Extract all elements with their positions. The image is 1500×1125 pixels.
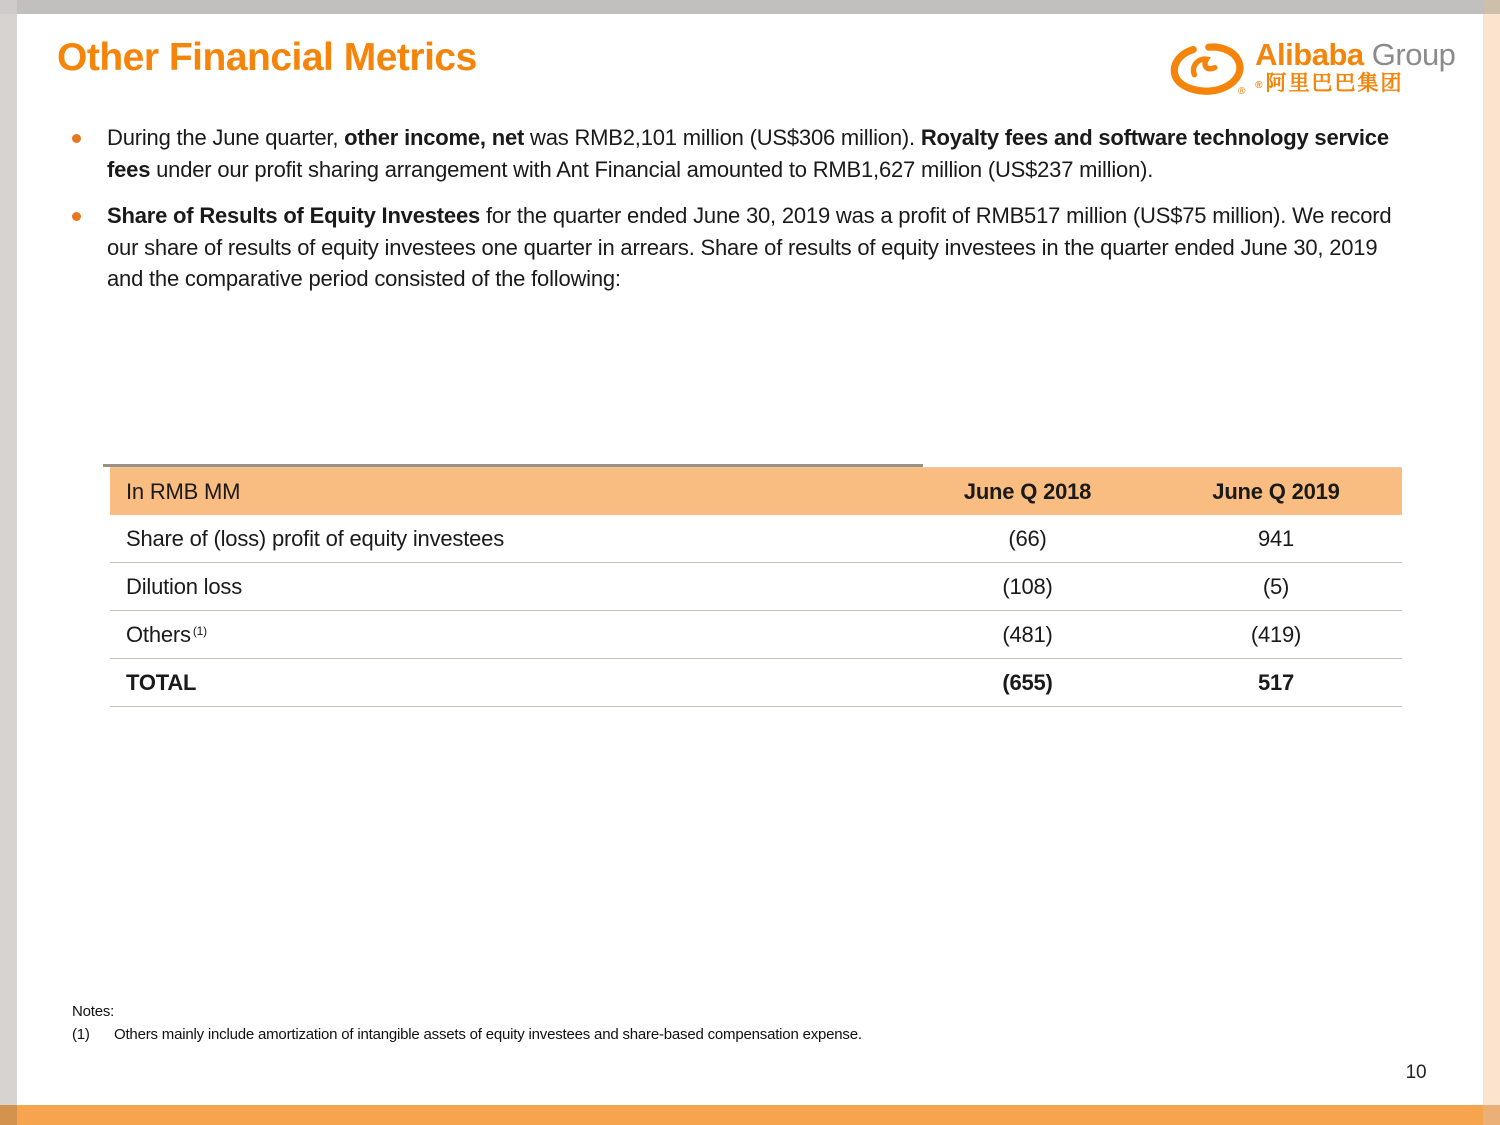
note-reference: (1): [72, 1026, 90, 1043]
text-segment: for the quarter ended June 30, 2019 was a profit of RMB517 million (US$75 million). We record our share of results of equity investees one quarter in arrears. Share of results of equity investees in the quarter ended June 30, 2019 and the comparative period consisted of the following:: [107, 203, 1392, 291]
top-right-corner: [1483, 0, 1500, 14]
cell-june-q-2019: (5): [1262, 573, 1290, 599]
note-text: Others mainly include amortization of intangible assets of equity investees and share-based compensation expense.: [114, 1026, 862, 1043]
logo-suffix: Group: [1371, 37, 1456, 72]
column-header-june-q-2018: June Q 2018: [963, 478, 1092, 504]
bullet-list: [70, 122, 1415, 310]
cell-june-q-2019: 941: [1257, 525, 1295, 551]
table-row: [110, 515, 1402, 563]
logo-text: [1255, 38, 1455, 98]
table-header-row: [110, 467, 1402, 515]
logo-wordmark: [1255, 38, 1455, 72]
bullet-item-other-income: [70, 122, 1415, 185]
notes-section: [72, 1002, 1322, 1045]
equity-investees-table: [110, 467, 1402, 707]
bottom-bar-left-corner: [0, 1105, 17, 1125]
cell-june-q-2018: (66): [1008, 525, 1047, 551]
text-segment: During the June quarter,: [107, 125, 345, 150]
bullet-text: [107, 200, 1415, 295]
row-label: Dilution loss: [126, 573, 243, 599]
logo-chinese: [1255, 72, 1455, 98]
table-row-total: [110, 659, 1402, 707]
page-number: 10: [1405, 1062, 1427, 1083]
text-segment-bold: other income, net: [344, 125, 525, 150]
text-segment-bold: Royalty fees and software technology service fees: [107, 125, 1389, 182]
alibaba-face-icon: [1168, 40, 1246, 100]
top-left-corner: [0, 0, 17, 14]
cell-june-q-2018: (481): [1002, 621, 1053, 647]
table-row: [110, 611, 1402, 659]
right-strip: [1483, 14, 1500, 1105]
bottom-bar-right-corner: [1483, 1105, 1500, 1125]
column-header-label: In RMB MM: [126, 478, 241, 504]
bullet-dot-icon: [70, 200, 107, 295]
table-top-accent-line: [103, 464, 923, 467]
logo-chinese-text: 阿里巴巴集团: [1265, 72, 1404, 95]
top-strip: [0, 0, 1500, 14]
cell-june-q-2018: (108): [1002, 573, 1053, 599]
page-title: Other Financial Metrics: [57, 36, 477, 79]
cell-june-q-2018: (655): [1002, 669, 1053, 695]
registered-mark-small: ®: [1255, 80, 1263, 91]
cell-june-q-2019: (419): [1250, 621, 1302, 647]
row-label: Share of (loss) profit of equity investees: [126, 525, 505, 551]
left-strip: [0, 14, 17, 1105]
bottom-bar: [0, 1105, 1500, 1125]
bullet-text: [107, 122, 1415, 185]
table-body: [110, 515, 1402, 707]
notes-heading: Notes:: [72, 1003, 115, 1020]
text-segment: was RMB2,101 million (US$306 million).: [524, 125, 921, 150]
text-segment-bold: Share of Results of Equity Investees: [107, 203, 481, 228]
row-label: TOTAL: [126, 669, 197, 695]
cell-june-q-2019: 517: [1257, 669, 1295, 695]
note-item: [72, 1025, 1322, 1045]
alibaba-logo: [1168, 38, 1468, 110]
table-row: [110, 563, 1402, 611]
bullet-item-equity-investees: [70, 200, 1415, 295]
logo-brand: Alibaba: [1255, 37, 1364, 72]
bullet-dot-icon: [70, 122, 107, 185]
row-label: [110, 622, 905, 648]
text-segment: under our profit sharing arrangement with Ant Financial amounted to RMB1,627 million (US$237 million).: [150, 156, 1154, 182]
registered-mark: ®: [1238, 86, 1246, 97]
row-label-text: Others: [126, 621, 191, 647]
footnote-reference: (1): [192, 623, 207, 638]
column-header-june-q-2019: June Q 2019: [1212, 478, 1340, 504]
